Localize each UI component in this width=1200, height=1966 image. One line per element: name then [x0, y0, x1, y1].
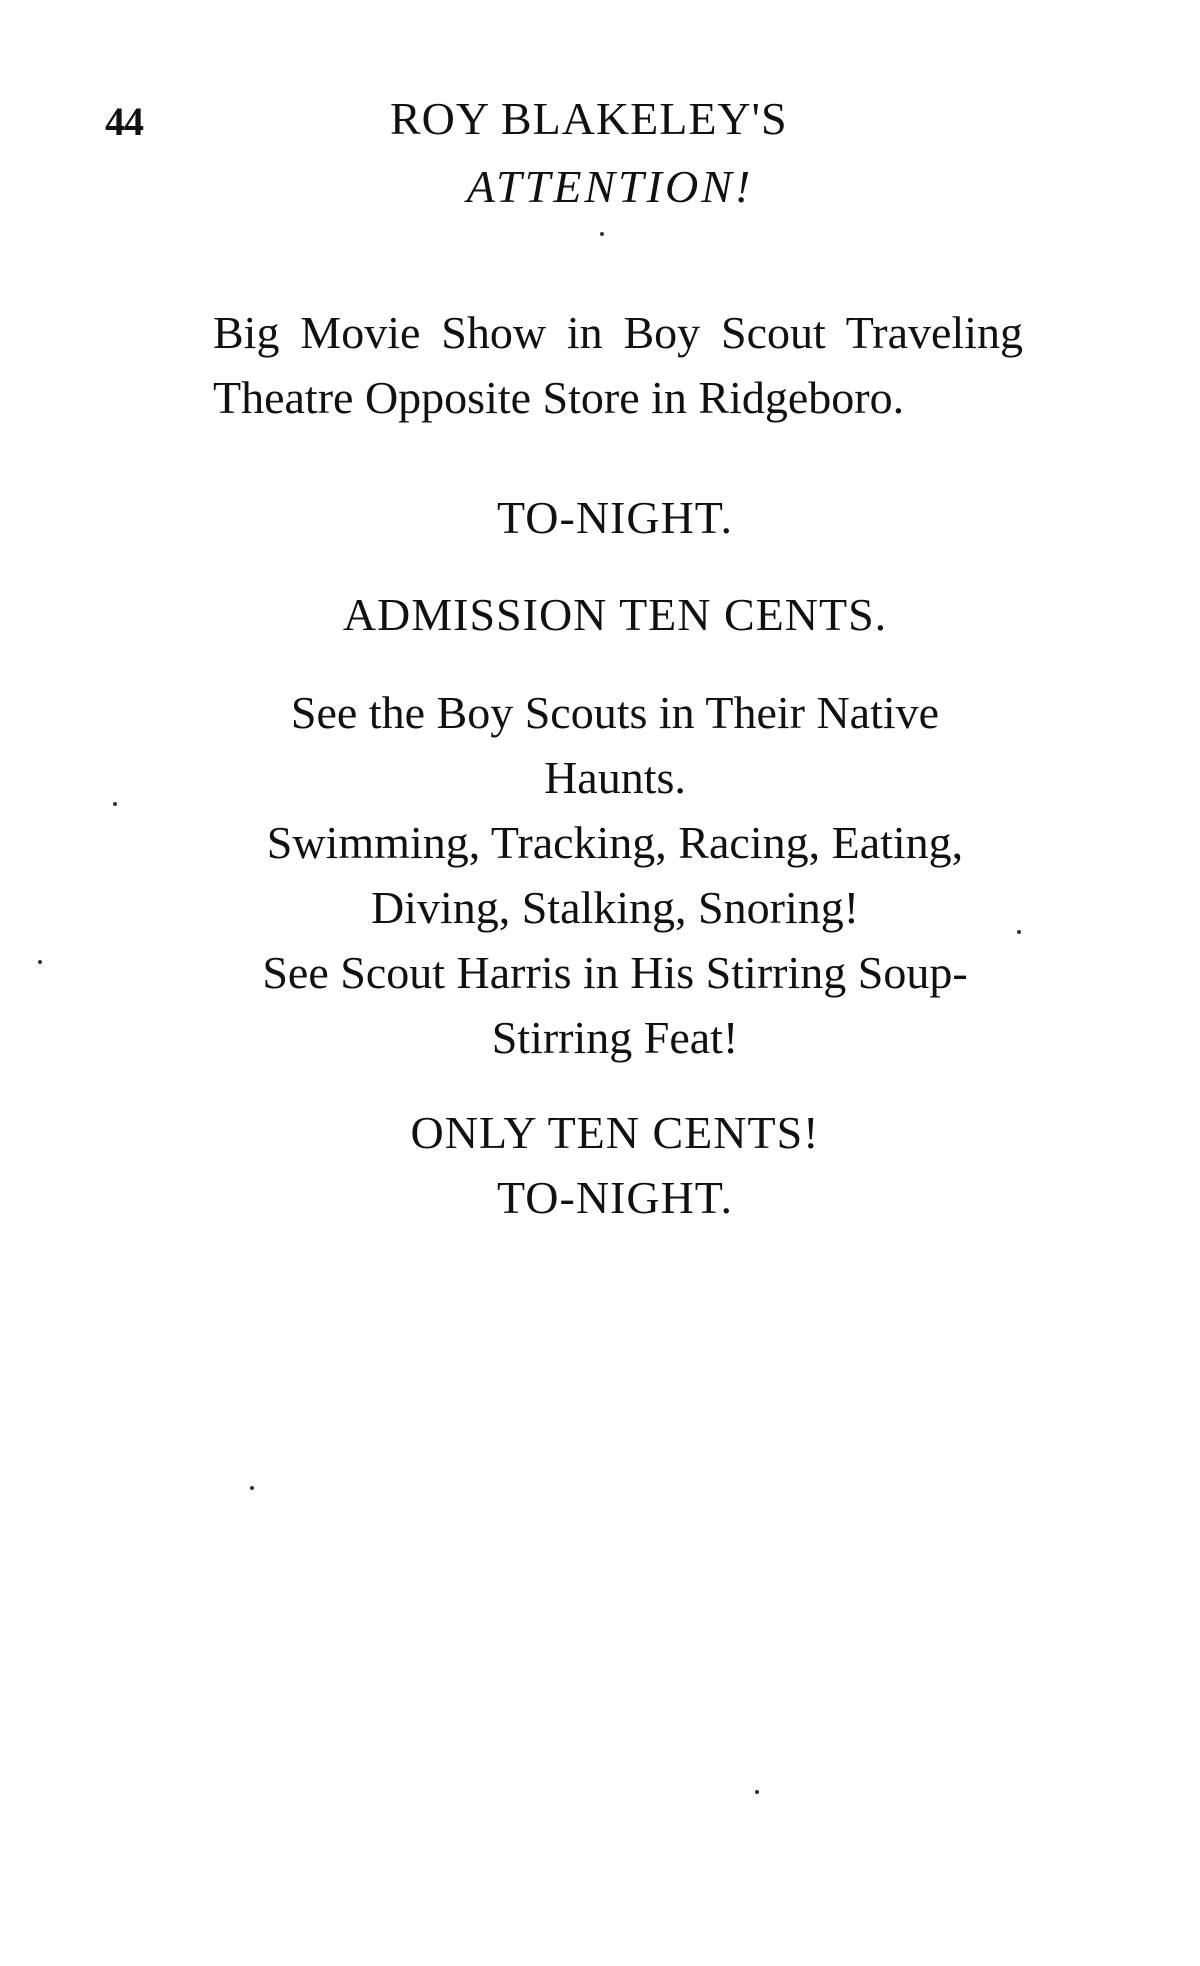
notice-see-line-2: Haunts. [544, 752, 686, 803]
scan-speck [38, 960, 42, 964]
scan-speck [113, 802, 117, 806]
notice-intro-paragraph: Big Movie Show in Boy Scout Traveling Theatre Opposite Store in Ridgeboro. [213, 307, 1023, 423]
notice-activities-line-2: Diving, Stalking, Snoring! [370, 882, 860, 933]
page-number: 44 [105, 99, 143, 144]
scan-speck [1017, 930, 1021, 934]
notice-activities-line-1: Swimming, Tracking, Racing, Eating, [266, 817, 964, 868]
notice-when-again: TO-NIGHT. [497, 1172, 733, 1223]
scan-speck [250, 1486, 254, 1490]
notice-admission: ADMISSION TEN CENTS. [342, 589, 888, 640]
notice-see-line-1: See the Boy Scouts in Their Native [290, 687, 940, 738]
scan-speck [755, 1790, 759, 1794]
notice-harris-line-1: See Scout Harris in His Stirring Soup- [262, 947, 968, 998]
scan-speck [600, 232, 604, 236]
notice-price: ONLY TEN CENTS! [410, 1107, 820, 1158]
notice-title: ATTENTION! [466, 161, 754, 212]
running-head: ROY BLAKELEY'S [390, 93, 788, 144]
notice-when: TO-NIGHT. [497, 492, 733, 543]
notice-harris-line-2: Stirring Feat! [491, 1012, 739, 1063]
